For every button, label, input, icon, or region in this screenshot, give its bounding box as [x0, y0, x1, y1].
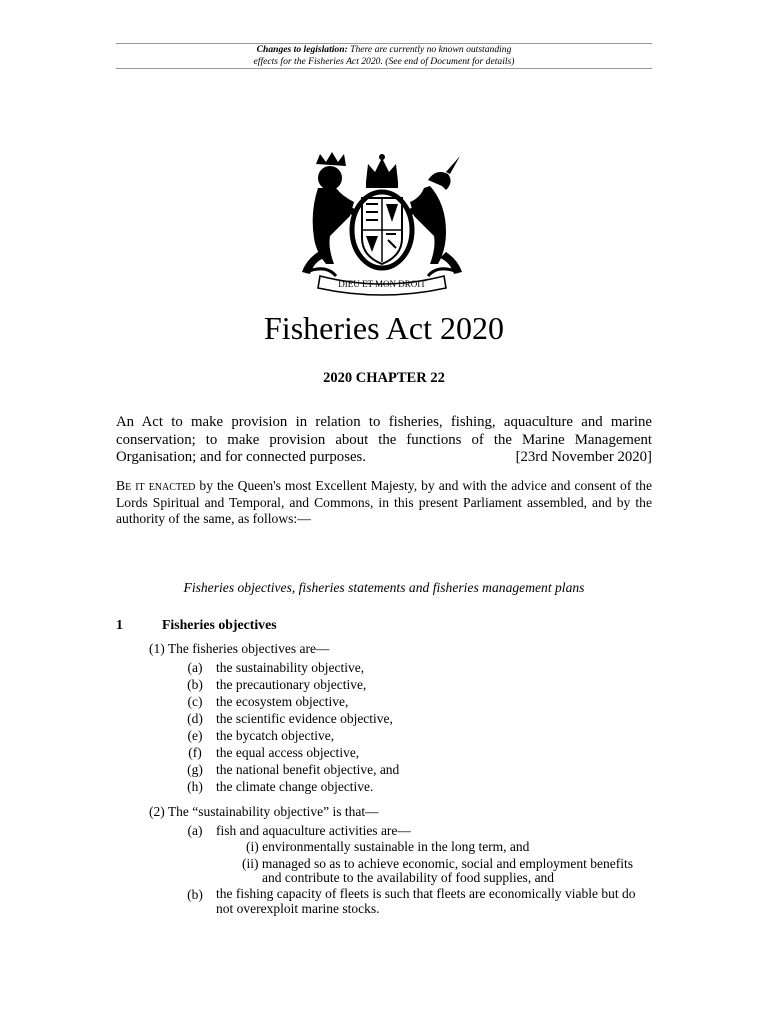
section-title: Fisheries objectives: [162, 617, 277, 632]
notice-line2: effects for the Fisheries Act 2020. (See end of Document for details): [253, 55, 515, 67]
enacting-text: by the Queen's most Excellent Majesty, by and with the advice and consent of the Lords Spiritual and Temporal, and Commons, in this present Parliament assembled, and by the authority of the same, as follows:—: [116, 478, 652, 526]
section-number: 1: [116, 617, 123, 632]
unicorn-supporter-icon: [406, 156, 462, 274]
changes-to-legislation-notice: [116, 43, 652, 69]
subsection-1: (1) The fisheries objectives are—: [149, 641, 330, 656]
long-title: [116, 414, 652, 467]
chapter-number: 2020 CHAPTER 22: [323, 370, 445, 386]
shield-icon: [362, 198, 402, 264]
notice-line1: There are currently no known outstanding: [347, 44, 512, 55]
enacting-smallcaps: Be it enacted: [116, 478, 196, 493]
subparagraph-ii-continued: and contribute to the availability of food supplies, and: [262, 870, 555, 885]
crown-icon: [366, 154, 398, 188]
subparagraph-i: (i) environmentally sustainable in the long term, and: [246, 839, 530, 854]
long-title-text: An Act to make provision in relation to fisheries, fishing, aquaculture and marine conservation; to make provision about the functions of the Marine Management Organisation; and for connected purposes.: [116, 414, 652, 465]
royal-coat-of-arms: [296, 152, 468, 298]
lion-supporter-icon: [302, 152, 358, 274]
royal-assent-date: [23rd November 2020]: [515, 449, 652, 465]
crossheading: Fisheries objectives, fisheries statements and fisheries management plans: [183, 580, 585, 595]
subsection-2: (2) The “sustainability objective” is that—: [149, 804, 379, 819]
enacting-formula: [116, 478, 652, 528]
subparagraph-ii: (ii) managed so as to achieve economic, social and employment benefits: [242, 856, 633, 871]
notice-bold-prefix: Changes to legislation:: [256, 44, 348, 55]
page-title: Fisheries Act 2020: [264, 310, 504, 346]
motto-text: DIEU ET MON DROIT: [338, 279, 426, 289]
